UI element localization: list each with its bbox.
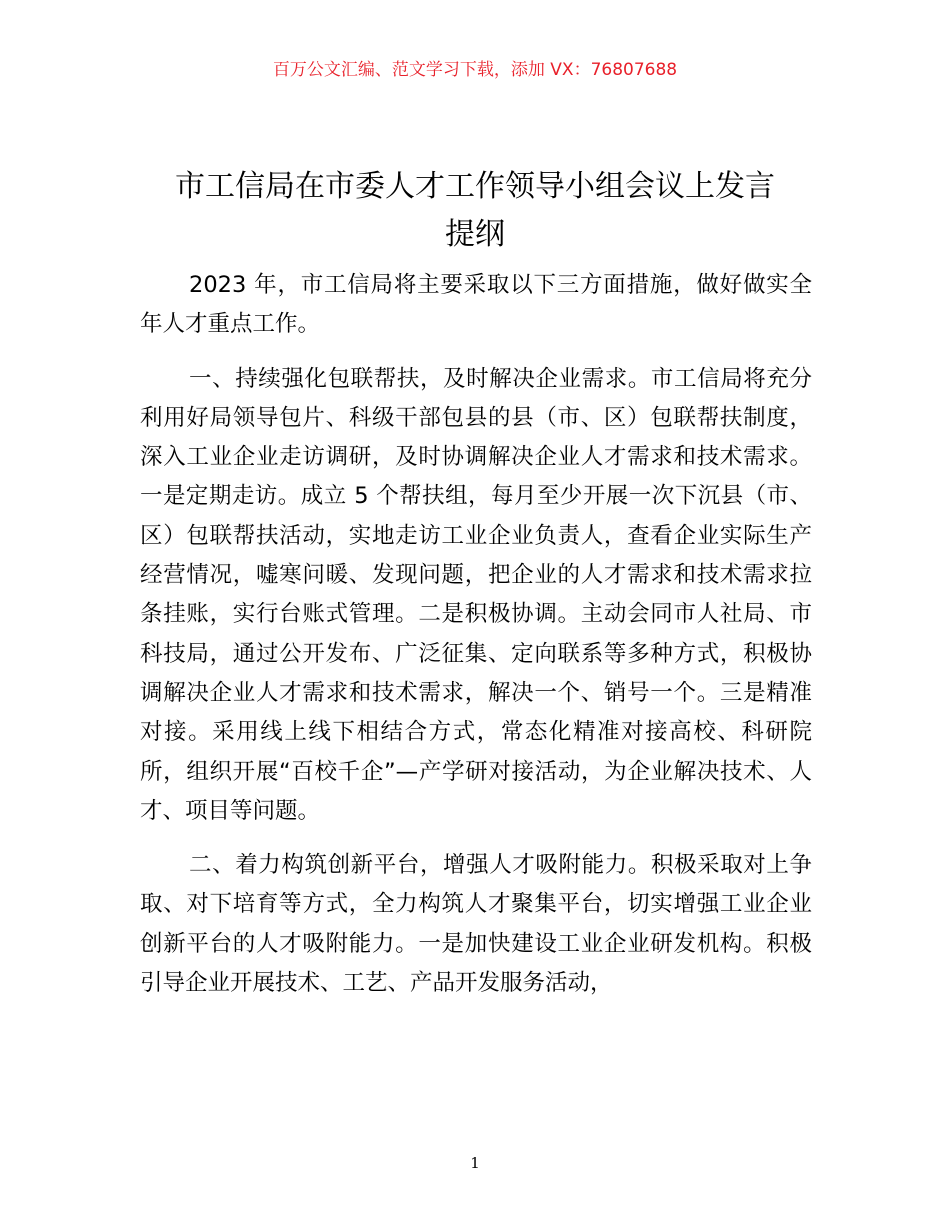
section-one-paragraph: 一、持续强化包联帮扶，及时解决企业需求。市工信局将充分利用好局领导包片、科级干部包县的县（市、区）包联帮扶制度，深入工业企业走访调研，及时协调解决企业人才需求和技术需求。一是定期走访。成立 5 个帮扶组，每月至少开展一次下沉县（市、区）包联帮扶活动，实地走访工业企业负责人，查看企业实际生产经营情况，嘘寒问暖、发现问题，把企业的人才需求和技术需求拉条挂账，实行台账式管理。二是积极协调。主动会同市人社局、市科技局，通过公开发布、广泛征集、定向联系等多种方式，积极协调解决企业人才需求和技术需求，解决一个、销号一个。三是精准对接。采用线上线下相结合方式，常态化精准对接高校、科研院所，组织开展“百校千企”—产学研对接活动，为企业解决技术、人才、项目等问题。 (140, 365, 812, 824)
document-title-line-1: 市工信局在市委人才工作领导小组会议上发言 (175, 169, 775, 204)
header-contact-note: 百万公文汇编、范文学习下载，添加 VX：76807688 (272, 60, 678, 80)
document-title (138, 163, 812, 259)
section-two-paragraph: 二、着力构筑创新平台，增强人才吸附能力。积极采取对上争取、对下培育等方式，全力构筑人才聚集平台，切实增强工业企业创新平台的人才吸附能力。一是加快建设工业企业研发机构。积极引导企业开展技术、工艺、产品开发服务活动， (140, 852, 812, 997)
intro-paragraph: 2023 年，市工信局将主要采取以下三方面措施，做好做实全年人才重点工作。 (140, 272, 812, 338)
document-title-line-2: 提纲 (445, 217, 505, 252)
page-number: 1 (470, 1154, 480, 1172)
document-body (140, 266, 812, 1018)
